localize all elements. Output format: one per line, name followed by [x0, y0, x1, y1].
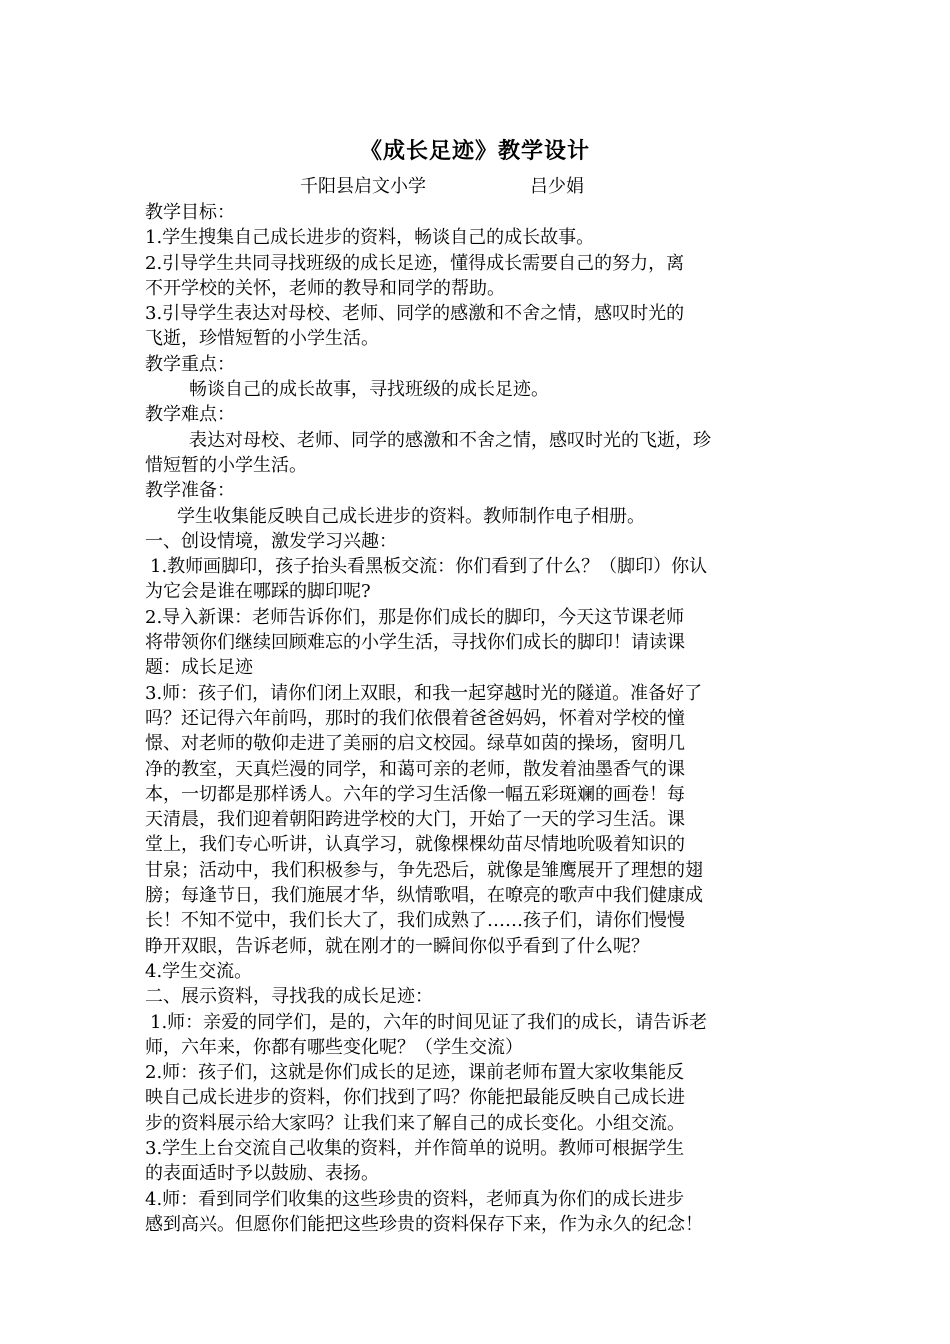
text-line: 甘泉；活动中，我们积极参与，争先恐后，就像是雏鹰展开了理想的翅	[145, 859, 703, 881]
text-line: 净的教室，天真烂漫的同学，和蔼可亲的老师，散发着油墨香气的课	[145, 758, 685, 780]
text-line: 表达对母校、老师、同学的感激和不舍之情，感叹时光的飞逝，珍	[189, 429, 711, 451]
document-body	[145, 200, 815, 1237]
text-line: 学生收集能反映自己成长进步的资料。教师制作电子相册。	[177, 505, 645, 527]
text-line: 为它会是谁在哪踩的脚印呢?	[145, 581, 371, 603]
text-line: 本，一切都是那样诱人。六年的学习生活像一幅五彩斑斓的画卷！每	[145, 783, 685, 805]
text-line: 4.师：看到同学们收集的这些珍贵的资料，老师真为你们的成长进步	[145, 1188, 685, 1210]
section-heading: 教学难点：	[145, 404, 235, 426]
text-line: 1.学生搜集自己成长进步的资料，畅谈自己的成长故事。	[145, 227, 595, 249]
text-line: 映自己成长进步的资料，你们找到了吗？你能把最能反映自己成长进	[145, 1087, 685, 1109]
byline	[300, 174, 584, 200]
document-title: 《成长足迹》教学设计	[359, 138, 590, 164]
text-line: 堂上，我们专心听讲，认真学习，就像棵棵幼苗尽情地吮吸着知识的	[145, 834, 685, 856]
text-line: 畅谈自己的成长故事，寻找班级的成长足迹。	[189, 379, 549, 401]
text-line: 2.引导学生共同寻找班级的成长足迹，懂得成长需要自己的努力，离	[145, 252, 685, 274]
section-heading: 教学目标：	[145, 202, 235, 223]
text-line: 将带领你们继续回顾难忘的小学生活，寻找你们成长的脚印！请读课	[145, 632, 685, 654]
text-line: 膀；每逢节日，我们施展才华，纵情歌唱，在嘹亮的歌声中我们健康成	[145, 885, 703, 907]
section-heading: 教学准备：	[145, 480, 235, 502]
text-line: 1.教师画脚印，孩子抬头看黑板交流：你们看到了什么？（脚印）你认	[150, 556, 708, 578]
text-line: 4.学生交流。	[145, 960, 253, 982]
text-line: 3.学生上台交流自己收集的资料，并作简单的说明。教师可根据学生	[145, 1137, 685, 1159]
text-line: 飞逝，珍惜短暂的小学生活。	[145, 328, 379, 350]
text-line: 的表面适时予以鼓励、表扬。	[145, 1163, 379, 1185]
text-line: 2.师：孩子们，这就是你们成长的足迹，课前老师布置大家收集能反	[145, 1062, 685, 1084]
text-line: 不开学校的关怀，老师的教导和同学的帮助。	[145, 277, 505, 299]
text-line: 惜短暂的小学生活。	[145, 454, 307, 476]
text-line: 天清晨，我们迎着朝阳跨进学校的大门，开始了一天的学习生活。课	[145, 809, 685, 831]
text-line: 吗？还记得六年前吗，那时的我们依偎着爸爸妈妈，怀着对学校的憧	[145, 707, 685, 729]
section-heading: 一、创设情境，激发学习兴趣：	[145, 530, 397, 552]
text-line: 感到高兴。但愿你们能把这些珍贵的资料保存下来，作为永久的纪念！	[145, 1213, 703, 1235]
author-name: 吕少娟	[530, 176, 584, 197]
text-line: 1.师：亲爱的同学们，是的，六年的时间见证了我们的成长，请告诉老	[150, 1011, 708, 1033]
text-line: 3.师：孩子们，请你们闭上双眼，和我一起穿越时光的隧道。准备好了	[145, 682, 703, 704]
text-line: 憬、对老师的敬仰走进了美丽的启文校园。绿草如茵的操场，窗明几	[145, 733, 685, 755]
text-line: 师，六年来，你都有哪些变化呢？（学生交流）	[145, 1036, 523, 1058]
section-heading: 二、展示资料，寻找我的成长足迹：	[145, 986, 433, 1008]
text-line: 长！不知不觉中，我们长大了，我们成熟了……孩子们，请你们慢慢	[145, 910, 685, 932]
text-line: 睁开双眼，告诉老师，就在刚才的一瞬间你似乎看到了什么呢？	[145, 935, 649, 957]
text-line: 步的资料展示给大家吗？让我们来了解自己的成长变化。小组交流。	[145, 1112, 685, 1134]
school-name: 千阳县启文小学	[300, 176, 426, 197]
text-line: 题：成长足迹	[145, 657, 253, 679]
section-heading: 教学重点：	[145, 353, 235, 375]
text-line: 3.引导学生表达对母校、老师、同学的感激和不舍之情，感叹时光的	[145, 303, 685, 325]
text-line: 2.导入新课：老师告诉你们，那是你们成长的脚印，今天这节课老师	[145, 606, 685, 628]
